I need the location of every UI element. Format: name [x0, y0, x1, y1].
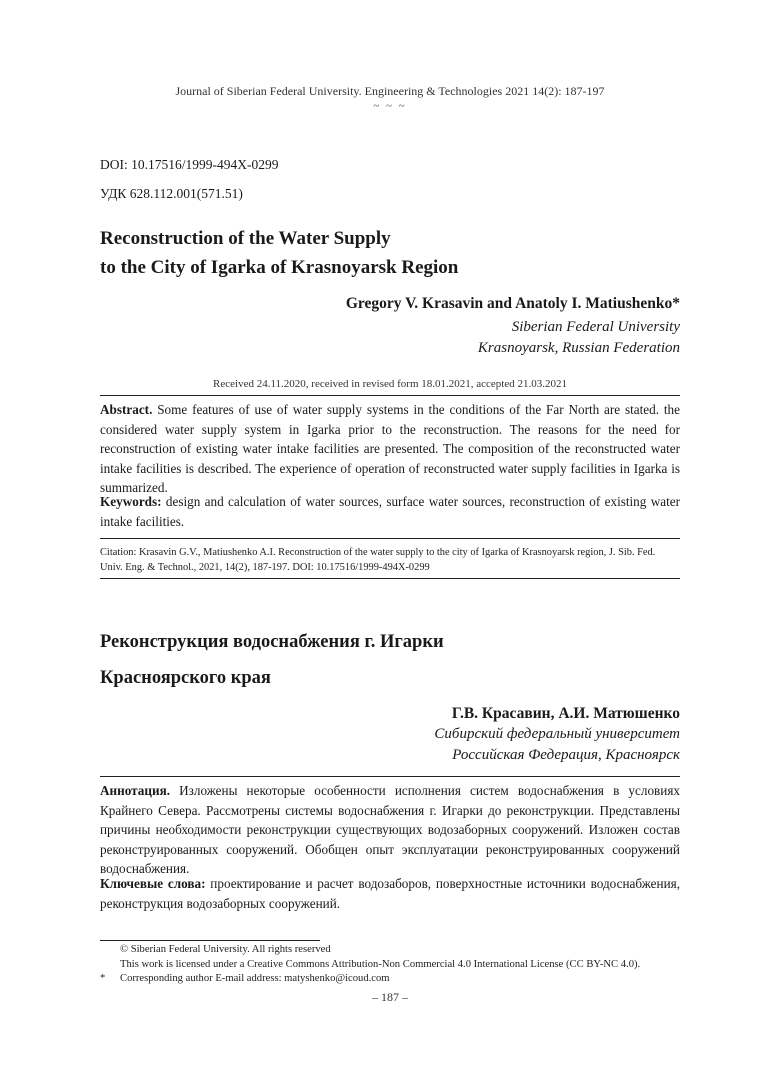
footnote-corresponding	[100, 972, 680, 987]
footnote-license: This work is licensed under a Creative Commons Attribution-Non Commercial 4.0 International License (CC BY-NC 4.0).	[120, 958, 641, 970]
article-title-ru	[100, 628, 680, 693]
affiliation-en-line2: Krasnoyarsk, Russian Federation	[477, 340, 680, 356]
footnote-copyright: © Siberian Federal University. All rights reserved	[120, 944, 331, 955]
keywords-ru	[100, 874, 680, 913]
affiliation-ru	[100, 724, 680, 766]
journal-header: Journal of Siberian Federal University. Engineering & Technologies 2021 14(2): 187-197	[175, 84, 605, 98]
affiliation-ru-line2: Российская Федерация, Красноярск	[452, 747, 680, 763]
udk: УДК 628.112.001(571.51)	[100, 186, 243, 201]
affiliation-ru-line1: Сибирский федеральный университет	[434, 726, 680, 742]
footnote-asterisk: *	[100, 973, 106, 984]
keywords-en-label: Keywords:	[100, 494, 162, 509]
corresponding-author-email: Corresponding author E-mail address: matyshenko@icoud.com	[120, 973, 390, 984]
authors-ru: Г.В. Красавин, А.И. Матюшенко	[451, 705, 680, 722]
title-en-line1: Reconstruction of the Water Supply	[100, 228, 391, 249]
footnotes	[100, 943, 680, 987]
title-ru-line2: Красноярского края	[100, 668, 271, 688]
abstract-ru	[100, 781, 680, 879]
abstract-ru-label: Аннотация.	[100, 783, 171, 798]
keywords-en	[100, 492, 680, 531]
received-dates: Received 24.11.2020, received in revised form 18.01.2021, accepted 21.03.2021	[213, 378, 567, 390]
divider-top-abstract	[100, 395, 680, 396]
authors-en: Gregory V. Krasavin and Anatoly I. Matiushenko*	[345, 295, 680, 312]
affiliation-en-line1: Siberian Federal University	[511, 319, 680, 335]
divider-ru-abstract	[100, 776, 680, 777]
affiliation-en	[100, 317, 680, 359]
header-separator: ~ ~ ~	[373, 100, 407, 112]
title-en-line2: to the City of Igarka of Krasnoyarsk Region	[100, 257, 459, 278]
keywords-en-text: design and calculation of water sources, surface water sources, reconstruction of existing water intake facilities.	[100, 494, 680, 529]
divider-citation	[100, 538, 680, 539]
title-ru-line1: Реконструкция водоснабжения г. Игарки	[100, 632, 444, 652]
doi: DOI: 10.17516/1999-494X-0299	[100, 157, 279, 172]
abstract-en-label: Abstract.	[100, 402, 153, 417]
divider-after-citation	[100, 578, 680, 579]
article-title-en	[100, 224, 680, 282]
abstract-en	[100, 400, 680, 498]
citation: Citation: Krasavin G.V., Matiushenko A.I. Reconstruction of the water supply to the city of Igarka of Krasnoyarsk region, J. Sib. Fed. Univ. Eng. & Technol., 2021, 14(2), 187-197. DOI: 10.17516/1999-494X-0299	[100, 547, 656, 573]
abstract-ru-text: Изложены некоторые особенности исполнения систем водоснабжения в условиях Крайнего Севера. Рассмотрены системы водоснабжения г. Игарки до реконструкции. Представлены причины необходимости реконструкции существующих водозаборных сооружений. Изложен состав реконструированных сооружений. Обобщен опыт эксплуатации реконструированных сооружений водоснабжения.	[100, 783, 680, 876]
abstract-en-text: Some features of use of water supply systems in the conditions of the Far North are stated. the considered water supply system in Igarka prior to the reconstruction. The reasons for the need for reconstruction of existing water intake facilities are presented. The composition of the reconstructed water intake facilities is described. The experience of operation of reconstructed water supply facilities in Igarka is summarized.	[100, 402, 680, 495]
footnote-divider	[100, 940, 320, 941]
keywords-ru-label: Ключевые слова:	[100, 876, 206, 891]
keywords-ru-text: проектирование и расчет водозаборов, поверхностные источники водоснабжения, реконструкция водозаборных сооружений.	[100, 876, 680, 911]
page-number: – 187 –	[372, 990, 408, 1004]
